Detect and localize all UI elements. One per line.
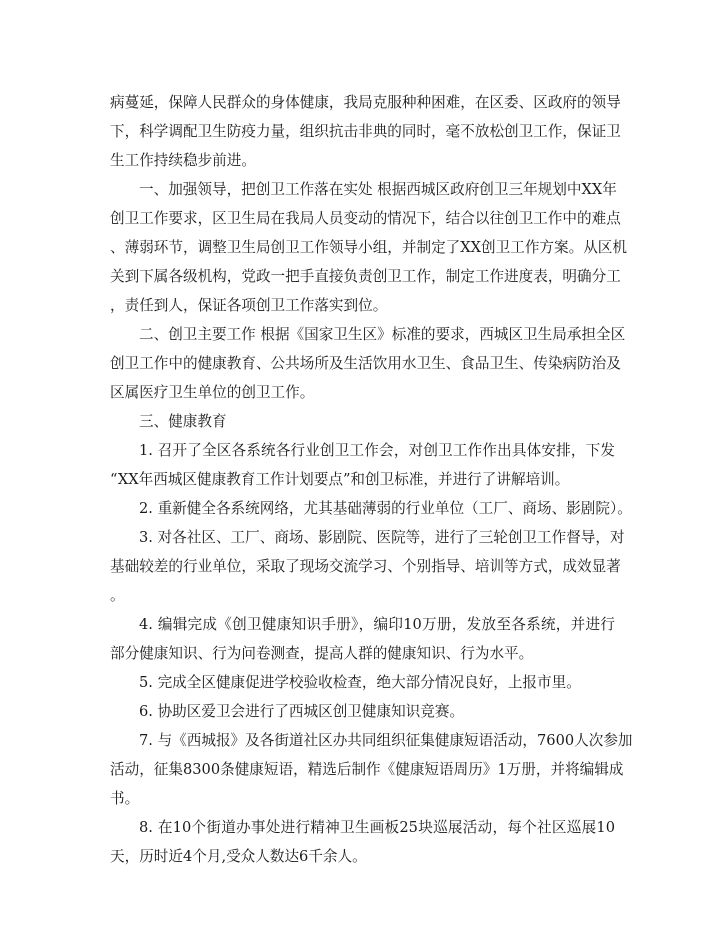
text-line: 关到下属各级机构，党政一把手直接负责创卫工作，制定工作进度表，明确分工 [110, 268, 621, 285]
list-item-1: 1. 召开了全区各系统各行业创卫工作会，对创卫工作作出具体安排，下发 [139, 442, 615, 459]
text-line: 创卫工作中的健康教育、公共场所及生活饮用水卫生、食品卫生、传染病防治及 [110, 355, 621, 372]
text-line: 区属医疗卫生单位的创卫工作。 [110, 384, 315, 401]
text-line: 活动，征集8300条健康短语，精选后制作《健康短语周历》1万册，并将编辑成 [110, 761, 624, 778]
text-line: ，责任到人，保证各项创卫工作落实到位。 [110, 297, 388, 314]
text-line: 创卫工作要求，区卫生局在我局人员变动的情况下，结合以往创卫工作中的难点 [110, 210, 621, 227]
list-item-7: 7. 与《西城报》及各街道社区办共同组织征集健康短语活动，7600人次参加 [139, 732, 633, 749]
document-page [110, 88, 633, 871]
list-item-4: 4. 编辑完成《创卫健康知识手册》，编印10万册，发放至各系统，并进行 [139, 616, 615, 633]
section-heading-main-work: 二、创卫主要工作 根据《国家卫生区》标准的要求，西城区卫生局承担全区 [139, 326, 626, 343]
section-heading-leadership: 一、加强领导，把创卫工作落在实处 根据西城区政府创卫三年规划中XX年 [139, 181, 617, 198]
text-line: 基础较差的行业单位，采取了现场交流学习、个别指导、培训等方式，成效显著 [110, 558, 621, 575]
text-line: 部分健康知识、行为问卷测查，提高人群的健康知识、行为水平。 [110, 645, 534, 662]
text-line: “XX年西城区健康教育工作计划要点”和创卫标准，并进行了讲解培训。 [110, 471, 570, 488]
list-item-3: 3. 对各社区、工厂、商场、影剧院、医院等，进行了三轮创卫工作督导，对 [139, 529, 625, 546]
list-item-2: 2. 重新健全各系统网络，尤其基础薄弱的行业单位（工厂、商场、影剧院）。 [139, 500, 632, 517]
text-line: 生工作持续稳步前进。 [110, 152, 256, 169]
list-item-5: 5. 完成全区健康促进学校验收检查，绝大部分情况良好，上报市里。 [139, 674, 581, 691]
text-line: 。 [110, 587, 125, 604]
text-line: 病蔓延，保障人民群众的身体健康，我局克服种种困难，在区委、区政府的领导 [110, 94, 621, 111]
text-line: 、薄弱环节，调整卫生局创卫工作领导小组，并制定了XX创卫工作方案。从区机 [110, 239, 627, 256]
text-line: 下，科学调配卫生防疫力量，组织抗击非典的同时，毫不放松创卫工作，保证卫 [110, 123, 621, 140]
text-line: 书。 [110, 790, 140, 807]
list-item-8: 8. 在10个街道办事处进行精神卫生画板25块巡展活动，每个社区巡展10 [139, 819, 615, 836]
list-item-6: 6. 协助区爱卫会进行了西城区创卫健康知识竞赛。 [139, 703, 465, 720]
section-heading-health-education: 三、健康教育 [139, 413, 227, 430]
text-line: 天，历时近4个月,受众人数达6千余人。 [110, 848, 367, 865]
